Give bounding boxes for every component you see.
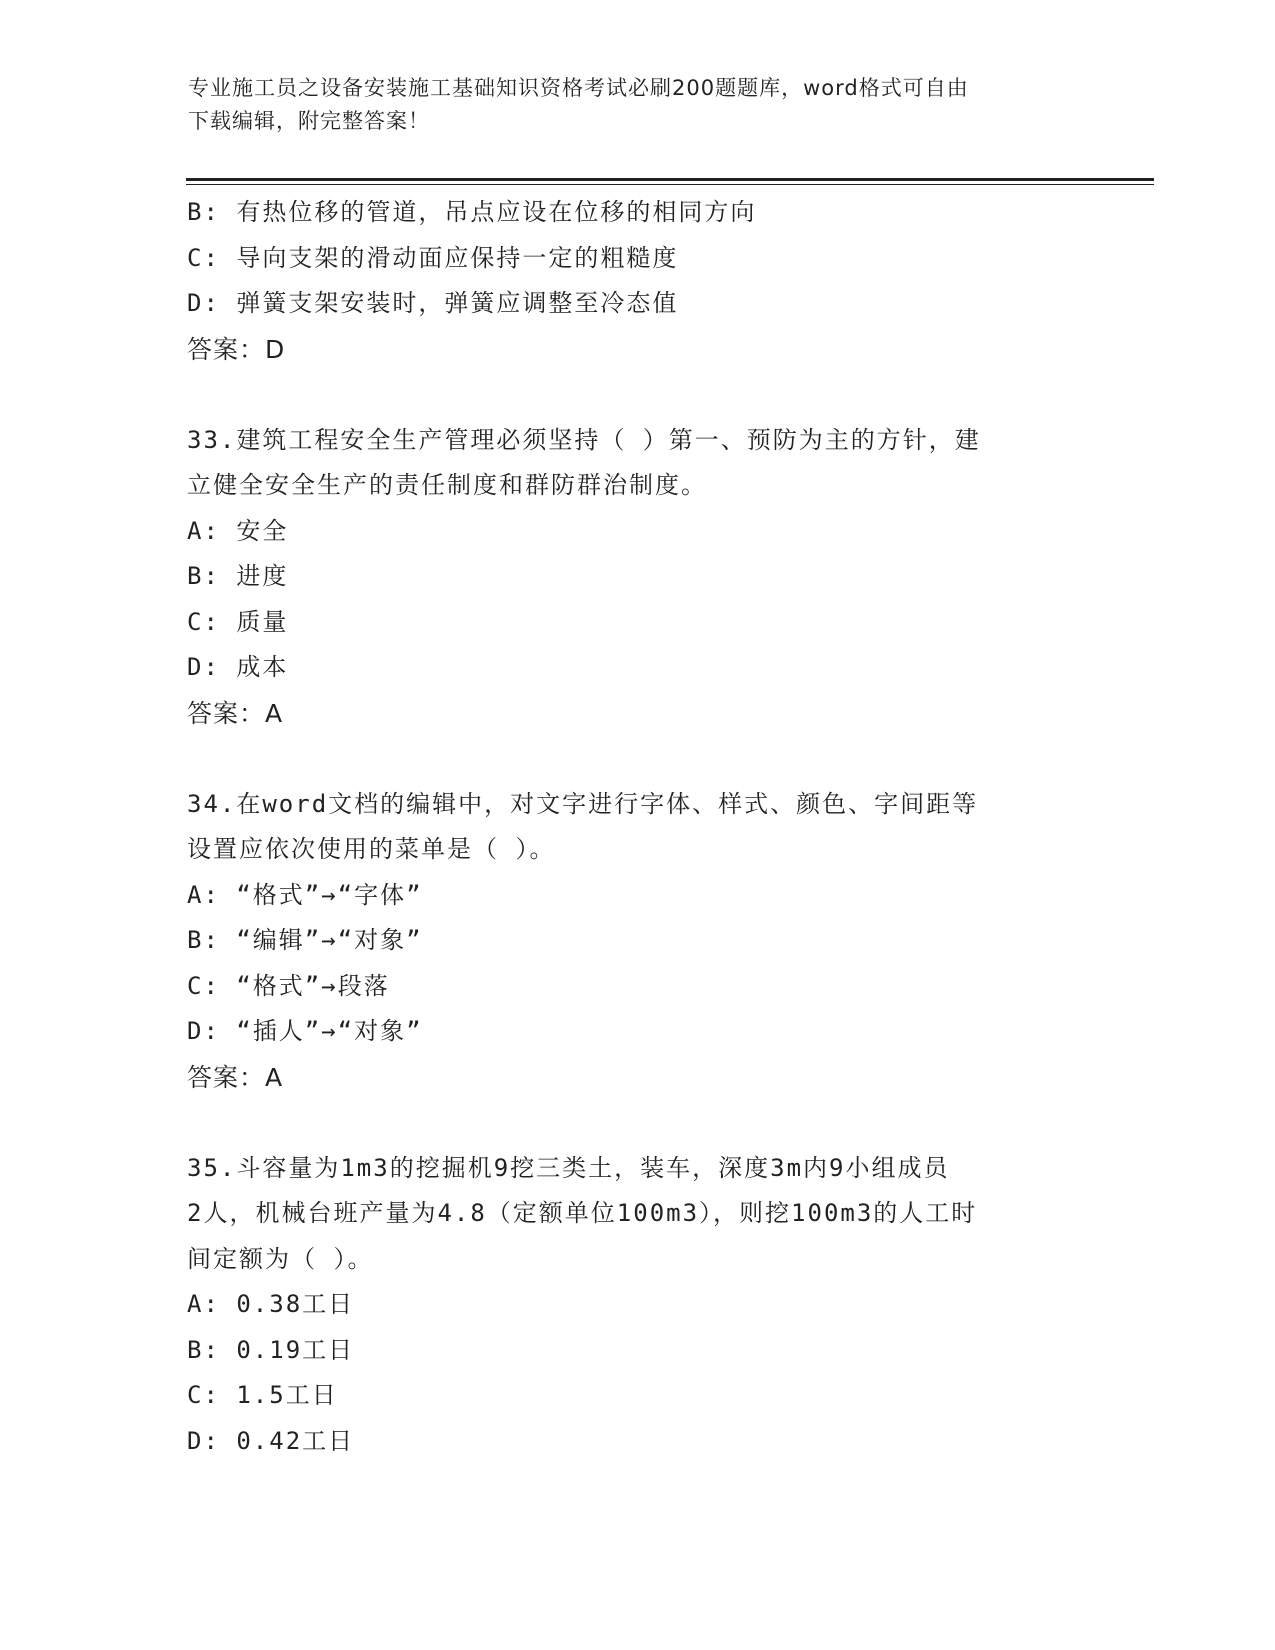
spacer — [187, 736, 1087, 782]
question-text-line: 35.斗容量为1m3的挖掘机9挖三类土，装车，深度3m内9小组成员 — [187, 1153, 950, 1182]
option-d: D: 0.42工日 — [187, 1426, 355, 1455]
header-rule-thin — [186, 184, 1154, 185]
document-content — [187, 190, 1087, 1464]
question-text-line: 间定额为（ ）。 — [187, 1244, 374, 1273]
question-35 — [187, 1146, 1087, 1465]
answer-line: 答案：D — [187, 334, 286, 364]
option-d: D: 弹簧支架安装时，弹簧应调整至冷态值 — [187, 289, 679, 317]
option-d: D: 成本 — [187, 653, 289, 681]
question-text-line: 设置应依次使用的菜单是（ ）。 — [187, 835, 556, 863]
question-34 — [187, 782, 1087, 1101]
option-a: A: “格式”→“字体” — [187, 880, 423, 909]
option-b: B: 有热位移的管道，吊点应设在位移的相同方向 — [187, 198, 757, 226]
question-text-line: 立健全安全生产的责任制度和群防群治制度。 — [187, 471, 707, 499]
question-text-line: 33.建筑工程安全生产管理必须坚持（ ）第一、预防为主的方针，建 — [187, 425, 981, 454]
option-b: B: “编辑”→“对象” — [187, 926, 423, 954]
option-b: B: 进度 — [187, 562, 289, 590]
option-a: A: 安全 — [187, 516, 289, 545]
question-32-continuation — [187, 190, 1087, 372]
option-c: C: 1.5工日 — [187, 1381, 338, 1409]
option-c: C: 质量 — [187, 607, 289, 636]
spacer — [187, 1100, 1087, 1146]
option-a: A: 0.38工日 — [187, 1290, 355, 1318]
option-d: D: “插人”→“对象” — [187, 1017, 423, 1045]
document-header — [188, 72, 1088, 138]
option-b: B: 0.19工日 — [187, 1335, 355, 1364]
answer-line: 答案：A — [187, 1062, 284, 1092]
option-c: C: “格式”→段落 — [187, 971, 390, 1000]
question-text-line: 34.在word文档的编辑中，对文字进行字体、样式、颜色、字间距等 — [187, 789, 979, 818]
option-c: C: 导向支架的滑动面应保持一定的粗糙度 — [187, 243, 679, 272]
header-line-1: 专业施工员之设备安装施工基础知识资格考试必刷200题题库，word格式可自由 — [188, 76, 969, 100]
header-rule-thick — [186, 178, 1154, 181]
answer-line: 答案：A — [187, 698, 284, 728]
header-line-2: 下载编辑，附完整答案！ — [188, 109, 430, 133]
question-33 — [187, 418, 1087, 737]
question-text-line: 2人，机械台班产量为4.8（定额单位100m3），则挖100m3的人工时 — [187, 1199, 978, 1227]
spacer — [187, 372, 1087, 418]
